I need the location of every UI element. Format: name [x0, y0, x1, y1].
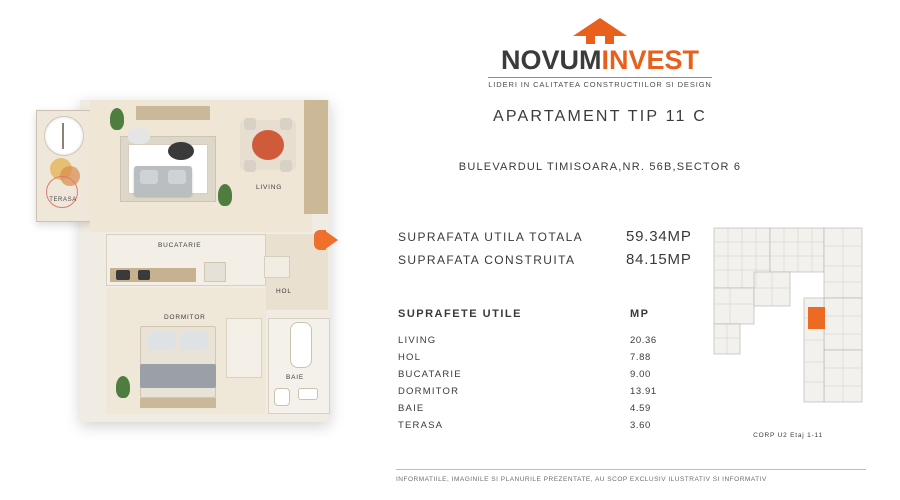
room-label-living: LIVING	[256, 184, 283, 191]
surface-name: BUCATARIE	[398, 369, 462, 380]
room-label-terasa: TERASA	[49, 197, 77, 203]
floor-plan	[28, 92, 348, 432]
bedroom-pillow-1	[148, 332, 176, 350]
surfaces-header-label: SUPRAFETE UTILE	[398, 308, 522, 320]
brand-name-secondary: INVEST	[601, 45, 700, 75]
living-tv-unit	[168, 142, 194, 160]
surface-value: 13.91	[630, 386, 657, 397]
key-plan-diagram	[708, 222, 868, 437]
bathroom-tub	[290, 322, 312, 368]
room-label-baie: BAIE	[286, 374, 305, 381]
surface-name: BAIE	[398, 403, 425, 414]
surface-name: HOL	[398, 352, 422, 363]
living-sideboard	[136, 106, 210, 120]
dining-chair-2	[280, 118, 292, 130]
list-item	[398, 352, 718, 369]
list-item	[398, 420, 718, 437]
kitchen-fridge	[204, 262, 226, 282]
kitchen-hob	[116, 270, 130, 280]
brand-name-primary: NOVUM	[500, 45, 602, 75]
dining-table	[252, 130, 284, 160]
summary-label-built: SUPRAFATA CONSTRUITA	[398, 253, 576, 267]
surface-value: 20.36	[630, 335, 657, 346]
bathroom-sink	[298, 388, 318, 400]
page-title: APARTAMENT TIP 11 C	[492, 108, 707, 125]
dining-chair-4	[280, 160, 292, 172]
dining-chair-1	[244, 118, 256, 130]
list-item	[398, 386, 718, 403]
living-plant-2	[218, 184, 232, 206]
list-item	[398, 335, 718, 352]
compass-icon	[44, 116, 84, 156]
brand-logo	[460, 18, 740, 92]
summary-value-built: 84.15MP	[626, 251, 692, 268]
key-plan	[708, 222, 868, 437]
surface-name: LIVING	[398, 335, 437, 346]
room-label-hol: HOL	[276, 288, 292, 295]
surface-name: DORMITOR	[398, 386, 460, 397]
hol-closet	[264, 256, 290, 278]
surface-value: 7.88	[630, 352, 651, 363]
room-label-dormitor: DORMITOR	[164, 314, 206, 321]
key-plan-highlight	[808, 307, 825, 329]
surfaces-list	[398, 335, 718, 437]
footer-disclaimer: INFORMATIILE, IMAGINILE SI PLANURILE PREZENTATE, AU SCOP EXCLUSIV ILUSTRATIV SI INFORMATIV	[396, 476, 767, 483]
living-cushion-1	[140, 170, 158, 184]
surface-value: 4.59	[630, 403, 651, 414]
brand-name	[460, 46, 740, 74]
dining-chair-3	[244, 160, 256, 172]
bathroom-toilet	[274, 388, 290, 406]
key-plan-caption: CORP U2 Etaj 1-11	[753, 432, 823, 439]
bedroom-plant	[116, 376, 130, 398]
summary-label-total-usable: SUPRAFATA UTILA TOTALA	[398, 230, 584, 244]
surface-value: 9.00	[630, 369, 651, 380]
bedroom-pillow-2	[180, 332, 208, 350]
bedroom-wardrobe	[226, 318, 262, 378]
footer-divider	[396, 469, 866, 470]
entry-arrow-icon	[324, 230, 338, 250]
summary-value-total-usable: 59.34MP	[626, 228, 692, 245]
living-balcony-strip	[304, 100, 328, 214]
house-logo-icon	[573, 18, 627, 44]
summary-row-built	[398, 253, 738, 267]
summary-row-total-usable	[398, 230, 738, 244]
bedroom-blanket	[140, 364, 216, 388]
surfaces-header-unit: MP	[630, 308, 650, 320]
kitchen-sink	[138, 270, 150, 280]
list-item	[398, 369, 718, 386]
living-armchair	[128, 128, 150, 144]
brand-tagline: LIDERI IN CALITATEA CONSTRUCTIILOR SI DESIGN	[488, 77, 712, 89]
room-label-bucatarie: BUCATARIE	[158, 242, 202, 249]
living-plant-1	[110, 108, 124, 130]
surface-name: TERASA	[398, 420, 444, 431]
living-cushion-2	[168, 170, 186, 184]
terasa-decor-circle-3	[46, 176, 78, 208]
bedroom-bench	[140, 398, 216, 408]
surface-value: 3.60	[630, 420, 651, 431]
address-line: BULEVARDUL TIMISOARA,NR. 56B,SECTOR 6	[458, 161, 742, 173]
list-item	[398, 403, 718, 420]
